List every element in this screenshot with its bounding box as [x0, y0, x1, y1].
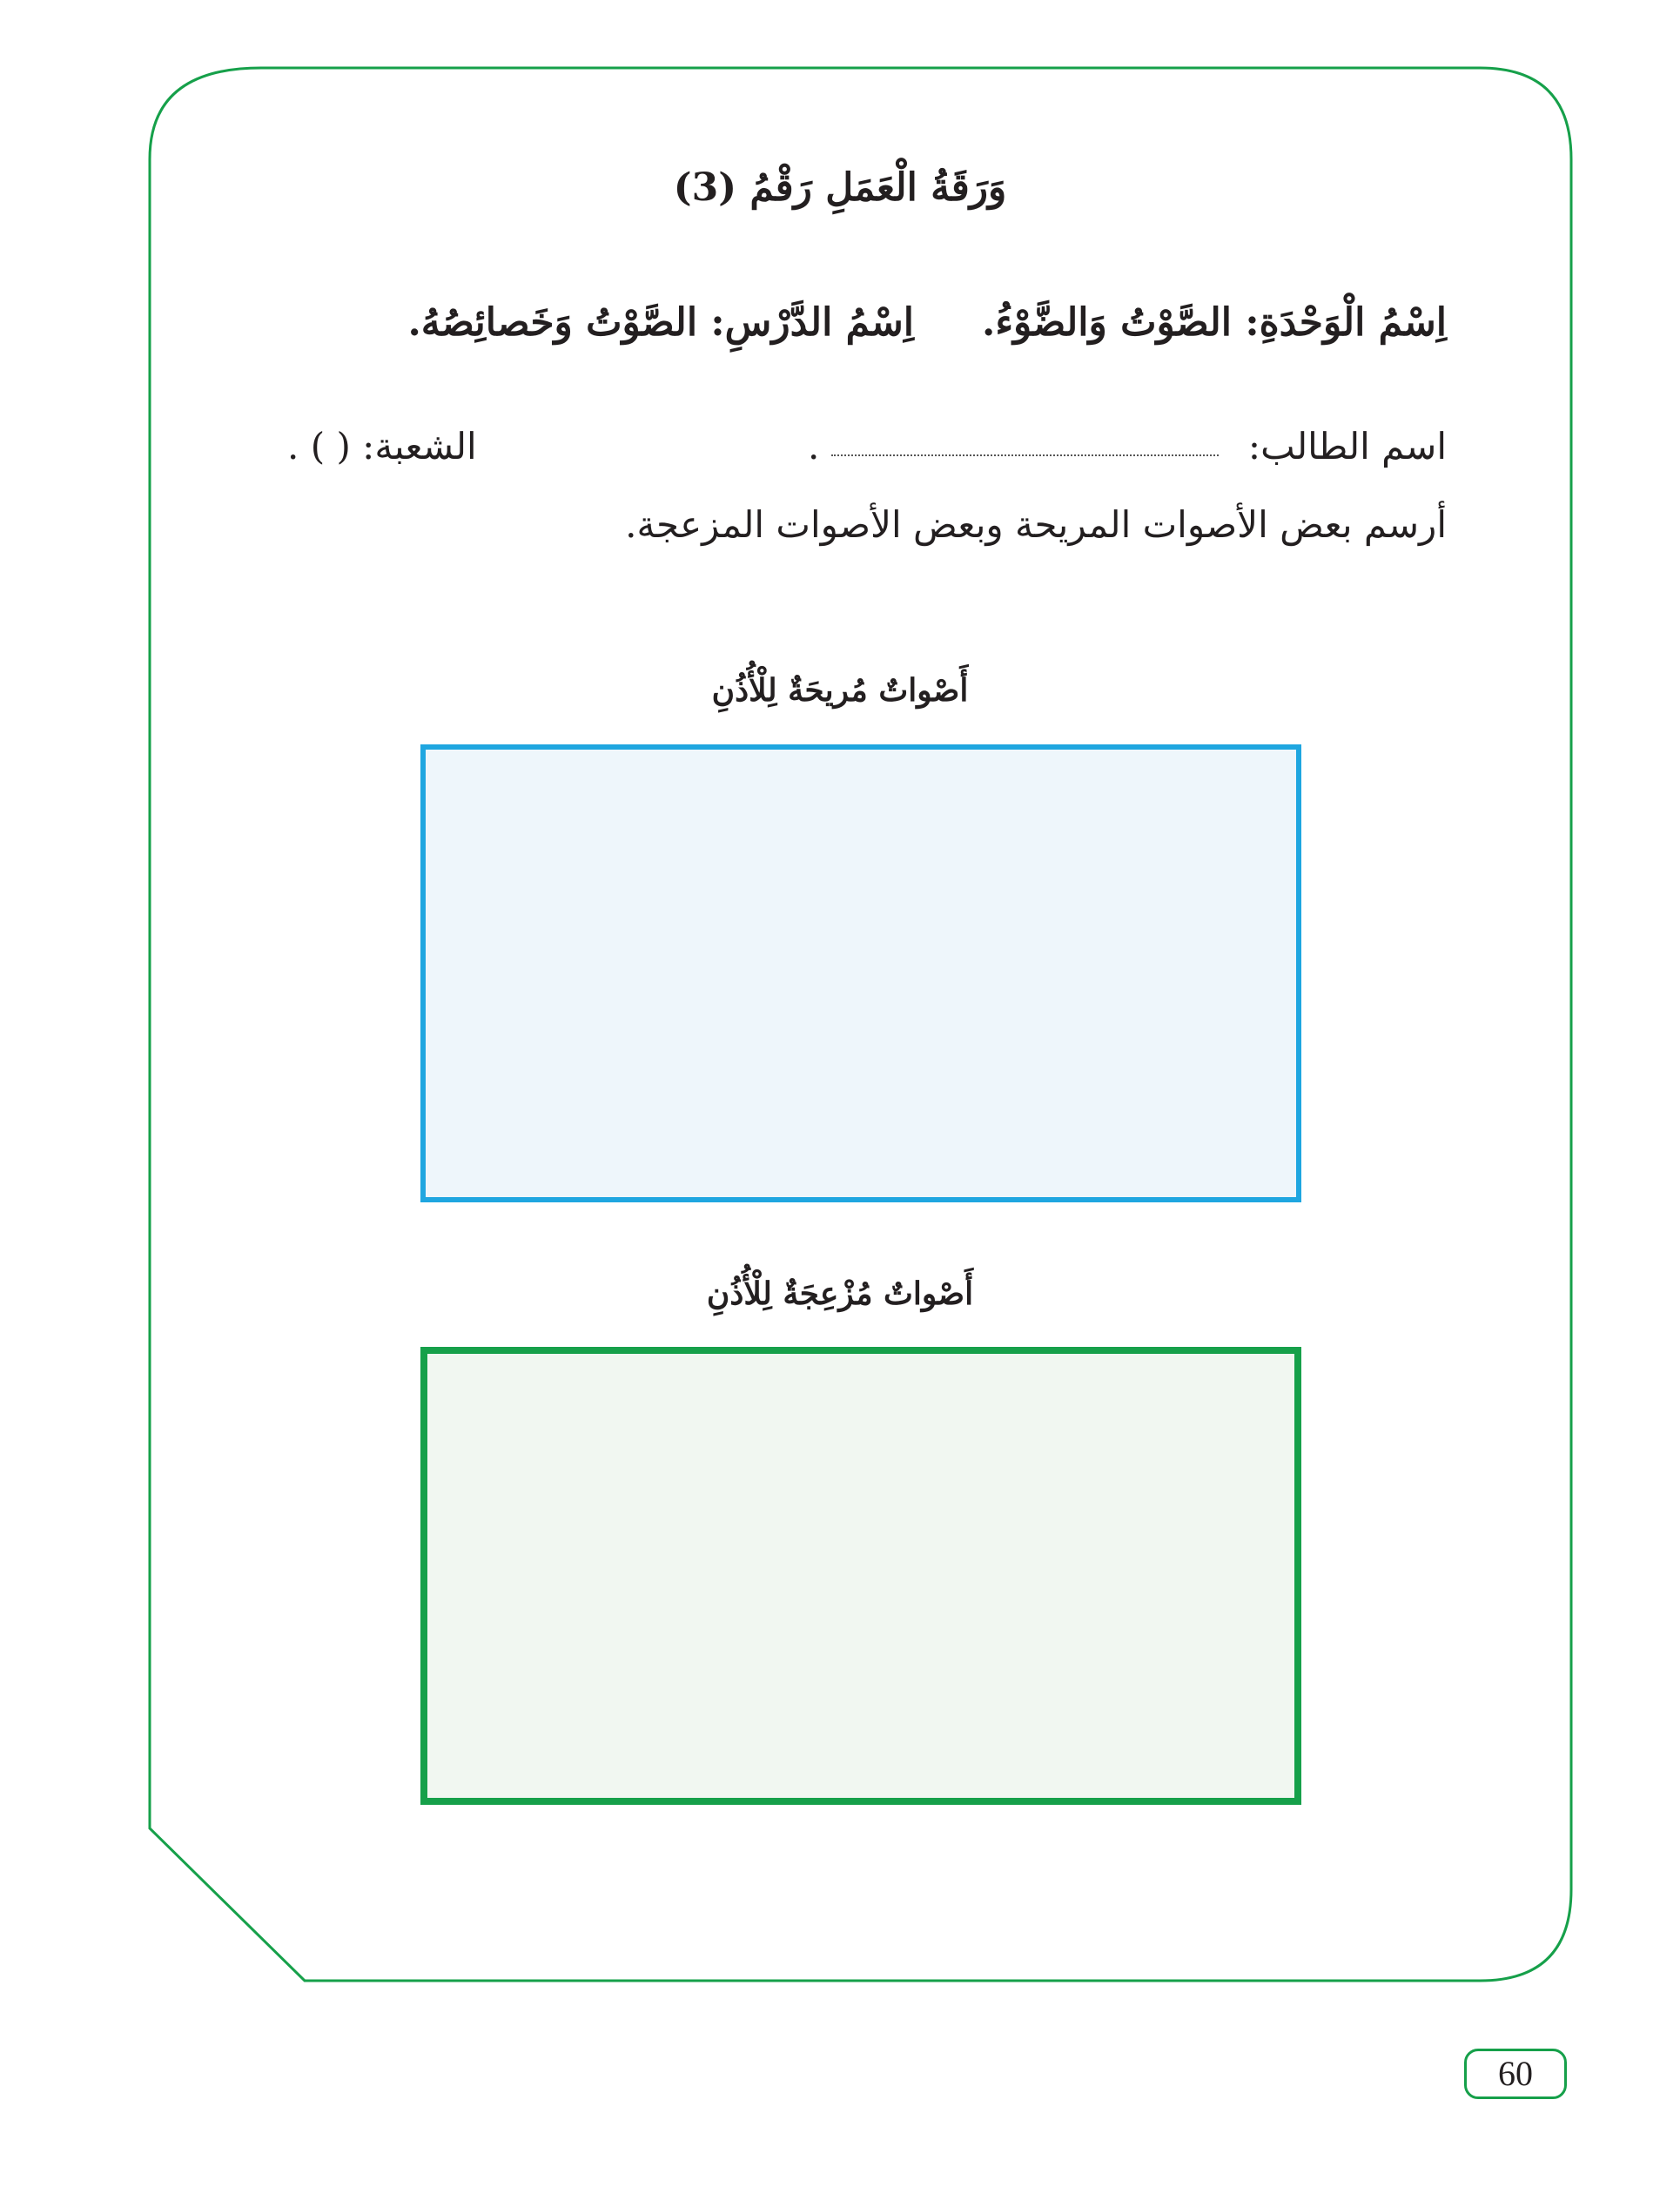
student-name-end: .: [808, 425, 820, 468]
student-name-line[interactable]: [831, 454, 1219, 456]
annoying-sounds-drawing-box[interactable]: [420, 1347, 1301, 1805]
comfortable-sounds-caption: أَصْواتٌ مُريحَةٌ لِلْأُذُنِ: [711, 672, 969, 709]
student-name-label: اسم الطالب:: [1247, 425, 1447, 468]
annoying-sounds-caption: أَصْواتٌ مُزْعِجَةٌ لِلْأُذُنِ: [706, 1275, 974, 1312]
section-label: الشعبة: ( ) .: [287, 425, 477, 468]
unit-name: اِسْمُ الْوَحْدَةِ: الصَّوْتُ وَالضَّوْءُ.: [982, 300, 1447, 345]
worksheet-title: وَرَقَةُ الْعَمَلِ رَقْمُ (3): [673, 165, 1007, 210]
instruction-text: أرسم بعض الأصوات المريحة وبعض الأصوات المزعجة.: [625, 503, 1447, 546]
lesson-name: اِسْمُ الدَّرْسِ: الصَّوْتُ وَخَصائِصُهُ.: [407, 300, 914, 345]
comfortable-sounds-drawing-box[interactable]: [420, 744, 1301, 1202]
page-number: 60: [1464, 2049, 1567, 2099]
